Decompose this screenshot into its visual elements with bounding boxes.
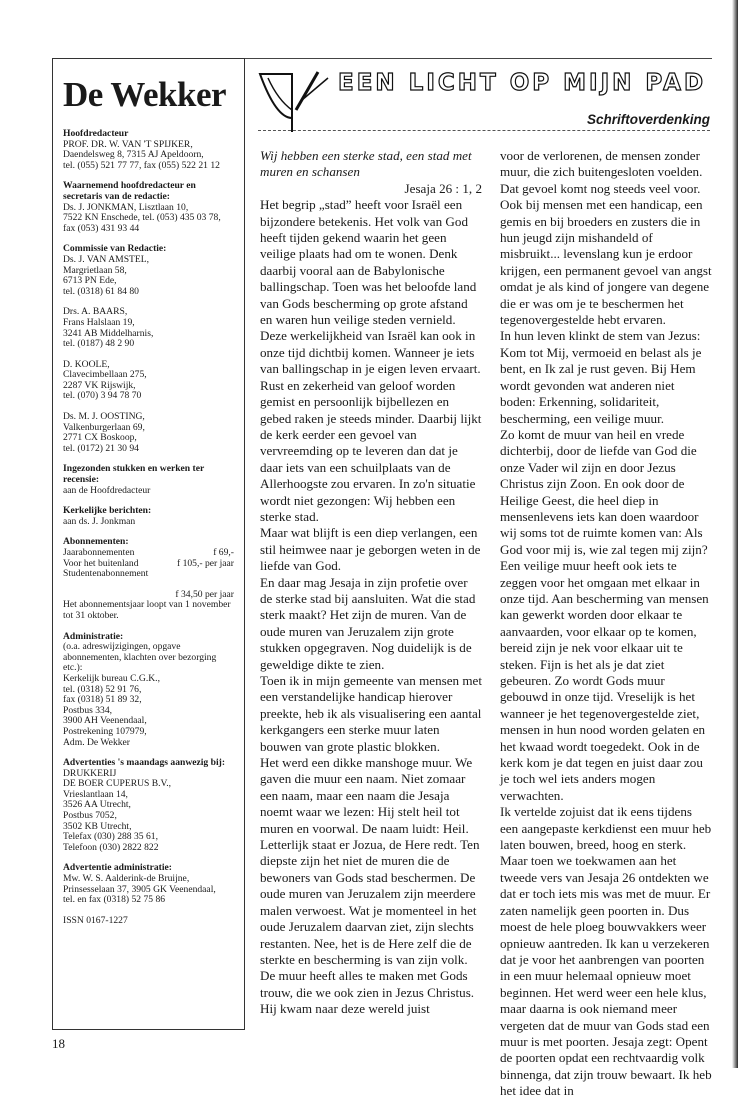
- masthead-box: [52, 58, 245, 1030]
- section-line: Margrietlaan 58,: [63, 264, 127, 276]
- bible-reference: Jesaja 26 : 1, 2: [404, 180, 482, 196]
- section-line: fax (053) 431 93 44: [63, 222, 140, 234]
- section-line: Postbus 7052,: [63, 810, 117, 822]
- section-heading: Commissie van Redactie:: [63, 243, 167, 255]
- student-price: f 34,50 per jaar: [175, 588, 234, 600]
- lamp-icon: [258, 70, 332, 132]
- section-line: 7522 KN Enschede, tel. (053) 435 03 78,: [63, 212, 221, 224]
- masthead-section: [63, 758, 234, 853]
- masthead-section: [63, 129, 234, 171]
- masthead-section: [63, 464, 234, 496]
- column-2-text: [500, 148, 712, 1100]
- masthead-section: [63, 863, 234, 905]
- section-line: Mw. W. S. Aalderink-de Bruijne,: [63, 873, 190, 885]
- paragraph: Ik vertelde zojuist dat ik eens tijdens een aangepaste kerkdienst een muur heb laten bouwen, breed, hoog en sterk. Maar toen we toekwamen aan het tweede vers van Jesaja 26 ontdekten we dat er toch iets mis was met de muur. Er zaten namelijk geen poorten in. Dus moest de hele ploeg bouwvakkers weer opnieuw aantreden. Ik kan u verzekeren dat je voor het aanbrengen van poorten in een muur helemaal opnieuw moet beginnen. Het werd weer een hele klus, maar daarna is ook niemand meer vergeten dat de muur van Gods stad een muur is met poorten. Jesaja zegt: Opent de poorten opdat een rechtvaardig volk binnenga, dat zijn trouw bewaart. Ik heb het idee dat in: [500, 804, 712, 1099]
- section-heading: Hoofdredacteur: [63, 128, 129, 139]
- section-line: 2287 VK Rijswijk,: [63, 379, 136, 391]
- bible-quote: Wij hebben een sterke stad, een stad met muren en schansen: [260, 148, 472, 180]
- section-heading: Administratie:: [63, 630, 124, 642]
- section-line: Clavecimbellaan 275,: [63, 369, 147, 381]
- subscription-row: Voor het buitenland f 105,- per jaar: [63, 557, 234, 569]
- section-line: aan ds. J. Jonkman: [63, 515, 136, 527]
- section-line: tel. (0187) 48 2 90: [63, 338, 135, 350]
- paragraph: En daar mag Jesaja in zijn profetie over de sterke stad bij aansluiten. Wat die stad sterk maakt? Het zijn de muren. Van de oude muren van Jeruzalem zijn grote stukken opgegraven. Nog duidelijk is de geweldige dikte te zien.: [260, 574, 476, 672]
- section-line: 6713 PN Ede,: [63, 275, 117, 287]
- subscription-note: Het abonnementsjaar loopt van 1 november tot 31 oktober.: [63, 599, 231, 621]
- paragraph: Het werd een dikke manshoge muur. We gaven die muur een naam. Niet zomaar een naam, maar een naam die Jesaja noemt waar we lezen: Hij stelt heil tot muren en voorwal. De naam luidt: Heil. Letterlijk staat er Jozua, de Here redt. Ten diepste zijn het niet de muren die de bewoners van Gods stad beschermen. De oude muren van Jeruzalem zijn meerdere malen verwoest. Wat je momenteel in het oude Jeruzalem daarvan ziet, zijn slechts restanten. Nee, het is de Here zelf die de sterkte en bescherming is van zijn volk. De muur heeft alles te maken met Gods trouw, die we ook zien in Jezus Christus. Hij kwam naar deze wereld juist: [260, 755, 480, 1017]
- section-line: Adm. De Wekker: [63, 736, 130, 748]
- masthead-section: [63, 181, 234, 234]
- section-line: Ds. M. J. OOSTING,: [63, 411, 145, 423]
- section-line: Kerkelijk bureau C.G.K.,: [63, 672, 160, 684]
- article-column-1: [260, 148, 482, 1018]
- article-column-2: [500, 148, 712, 1100]
- section-line: Drs. A. BAARS,: [63, 306, 128, 318]
- section-line: (o.a. adreswijzigingen, opgave abonnementen, klachten over bezorging etc.):: [63, 641, 217, 674]
- section-line: Ds. J. VAN AMSTEL,: [63, 253, 150, 265]
- paragraph: Deze werkelijkheid van Israël kan ook in onze tijd dichtbij komen. Wanneer je iets van ballingschap in je eigen leven ervaart. Rust en zekerheid van geloof worden gemist en persoonlijk bijbellezen en gebed raken je steeds minder. Daarbij lijkt de kerk eerder een gevoel van vervreemding op te leveren dan dat je daar iets van een schuilplaats van de Allerhoogste zou ervaren. In zo'n situatie wordt niet gezongen: Wij hebben een sterke stad.: [260, 328, 482, 524]
- paragraph: Het begrip „stad” heeft voor Israël een bijzondere betekenis. Het volk van God heeft tijden gekend waarin het geen veilige plaats had om te wonen. Denk daarbij vooral aan de Babylonische ballingschap. Toen was het beloofde land van Gods bescherming op grote afstand en waren hun veilige steden vernield.: [260, 197, 477, 328]
- section-line: tel. en fax (0318) 52 75 86: [63, 894, 166, 906]
- section-line: tel. (070) 3 94 78 70: [63, 390, 142, 402]
- page-edge-shadow: [732, 0, 738, 1068]
- masthead-sections-2: [63, 632, 234, 927]
- subscriptions-section: [63, 537, 234, 621]
- section-line: Telefax (030) 288 35 61,: [63, 831, 158, 843]
- section-line: tel. (055) 521 77 77, fax (055) 522 21 12: [63, 159, 220, 171]
- section-line: 3526 AA Utrecht,: [63, 799, 131, 811]
- section-line: aan de Hoofdredacteur: [63, 484, 151, 496]
- section-line: Frans Halslaan 19,: [63, 316, 135, 328]
- column-subtitle: Schriftoverdenking: [586, 112, 710, 127]
- column-title: EEN LICHT OP MIJN PAD: [338, 70, 707, 96]
- section-line: D. KOOLE,: [63, 358, 110, 370]
- section-line: Postrekening 107979,: [63, 725, 147, 737]
- paragraph: Maar wat blijft is een diep verlangen, een stil heimwee naar je geborgen weten in de liefde van God.: [260, 525, 481, 574]
- masthead-section: [63, 307, 234, 349]
- section-line: tel. (0318) 52 91 76,: [63, 683, 142, 695]
- section-line: Postbus 334,: [63, 704, 113, 716]
- section-line: Vrieslantlaan 14,: [63, 788, 128, 800]
- masthead-section: [63, 916, 234, 927]
- section-line: Telefoon (030) 2822 822: [63, 841, 159, 853]
- section-heading: Advertentie administratie:: [63, 862, 172, 874]
- section-line: 2771 CX Boskoop,: [63, 432, 137, 444]
- subscription-row: Jaarabonnementen f 69,-: [63, 547, 234, 558]
- paragraph: In hun leven klinkt de stem van Jezus: Kom tot Mij, vermoeid en belast als je bent, en Ik zal je rust geven. Bij Hem wordt gevonden wat anderen niet boden: Erkenning, solidariteit, bescherming, een veilige muur.: [500, 328, 702, 426]
- section-line: 3241 AB Middelharnis,: [63, 327, 154, 339]
- paragraph: voor de verlorenen, de mensen zonder muur, die zich buitengesloten voelden. Dat gevoel komt nog steeds veel voor. Ook bij mensen met een handicap, een gemis en bij broeders en zusters die in hun jeugd zijn mishandeld of misbruikt... levenslang kun je erdoor krijgen, een permanent gevoel van angst omdat je als kind of jongere van degene die er was om je te beschermen het tegenovergestelde hebt ervaren.: [500, 148, 712, 328]
- masthead-section: [63, 244, 234, 297]
- section-line: 3900 AH Veenendaal,: [63, 715, 147, 727]
- student-label: Studentenabonnement: [63, 568, 149, 580]
- section-line: DE BOER CUPERUS B.V.,: [63, 778, 172, 790]
- masthead-section: [63, 632, 234, 749]
- masthead-section: [63, 360, 234, 402]
- masthead-sections: [63, 129, 234, 527]
- paragraph: Toen ik in mijn gemeente van mensen met een verstandelijke handicap hierover preekte, heb ik als visualisering een aantal kerkgangers een sterke muur laten bouwen van grote plastic blokken.: [260, 673, 482, 754]
- column-1-text: [260, 197, 482, 1017]
- section-heading: Kerkelijke berichten:: [63, 505, 152, 517]
- section-line: fax (0318) 51 89 32,: [63, 694, 142, 706]
- section-heading: Ingezonden stukken en werken ter recensie:: [63, 463, 205, 486]
- masthead-title: De Wekker: [63, 75, 227, 114]
- article-header: [258, 70, 710, 132]
- section-line: ISSN 0167-1227: [63, 914, 128, 926]
- section-heading: Waarnemend hoofdredacteur en secretaris van de redactie:: [63, 180, 196, 202]
- header-rule: [258, 130, 710, 131]
- paragraph: Zo komt de muur van heil en vrede dichterbij, door de liefde van God die onze Vader wil zijn en door Jezus Christus zijn Zoon. En ook door de Heilige Geest, die heel diep in mensenlevens iets kan doen waardoor wij soms tot de ruimte komen van: Als God voor mij is, wie zal tegen mij zijn? Een veilige muur heeft ook iets te zeggen voor het omgaan met elkaar in onze tijd. Aan bescherming van mensen kan gewerkt worden door elkaar te aanvaarden, voor elkaar op te komen, bereid zijn je nek voor elkaar uit te steken. Fijn is het als je dat ziet gebeuren. Zo wordt Gods muur gebouwd in onze tijd. Vreselijk is het wanneer je het tegenovergestelde ziet, mensen in hun nood worden gelaten en het kwaad wordt toegedekt. Ook in de kerk kom je dat tegen en juist daar zou je toch wel iets anders mogen verwachten.: [500, 426, 709, 803]
- section-line: Prinsesselaan 37, 3905 GK Veenendaal,: [63, 883, 216, 895]
- page-number: 18: [52, 1036, 65, 1051]
- section-line: tel. (0318) 61 84 80: [63, 285, 139, 297]
- section-line: Ds. J. JONKMAN, Lisztlaan 10,: [63, 201, 189, 213]
- section-line: Valkenburgerlaan 69,: [63, 421, 145, 433]
- section-line: Daendelsweg 8, 7315 AJ Apeldoorn,: [63, 149, 204, 161]
- section-heading: Advertenties 's maandags aanwezig bij:: [63, 757, 226, 769]
- subscriptions-heading: Abonnementen:: [63, 536, 129, 548]
- section-line: 3502 KB Utrecht,: [63, 820, 132, 832]
- section-line: tel. (0172) 21 30 94: [63, 442, 139, 454]
- section-line: DRUKKERIJ: [63, 767, 117, 779]
- masthead-section: [63, 506, 234, 527]
- section-line: PROF. DR. W. VAN 'T SPIJKER,: [63, 138, 193, 150]
- masthead-section: [63, 412, 234, 454]
